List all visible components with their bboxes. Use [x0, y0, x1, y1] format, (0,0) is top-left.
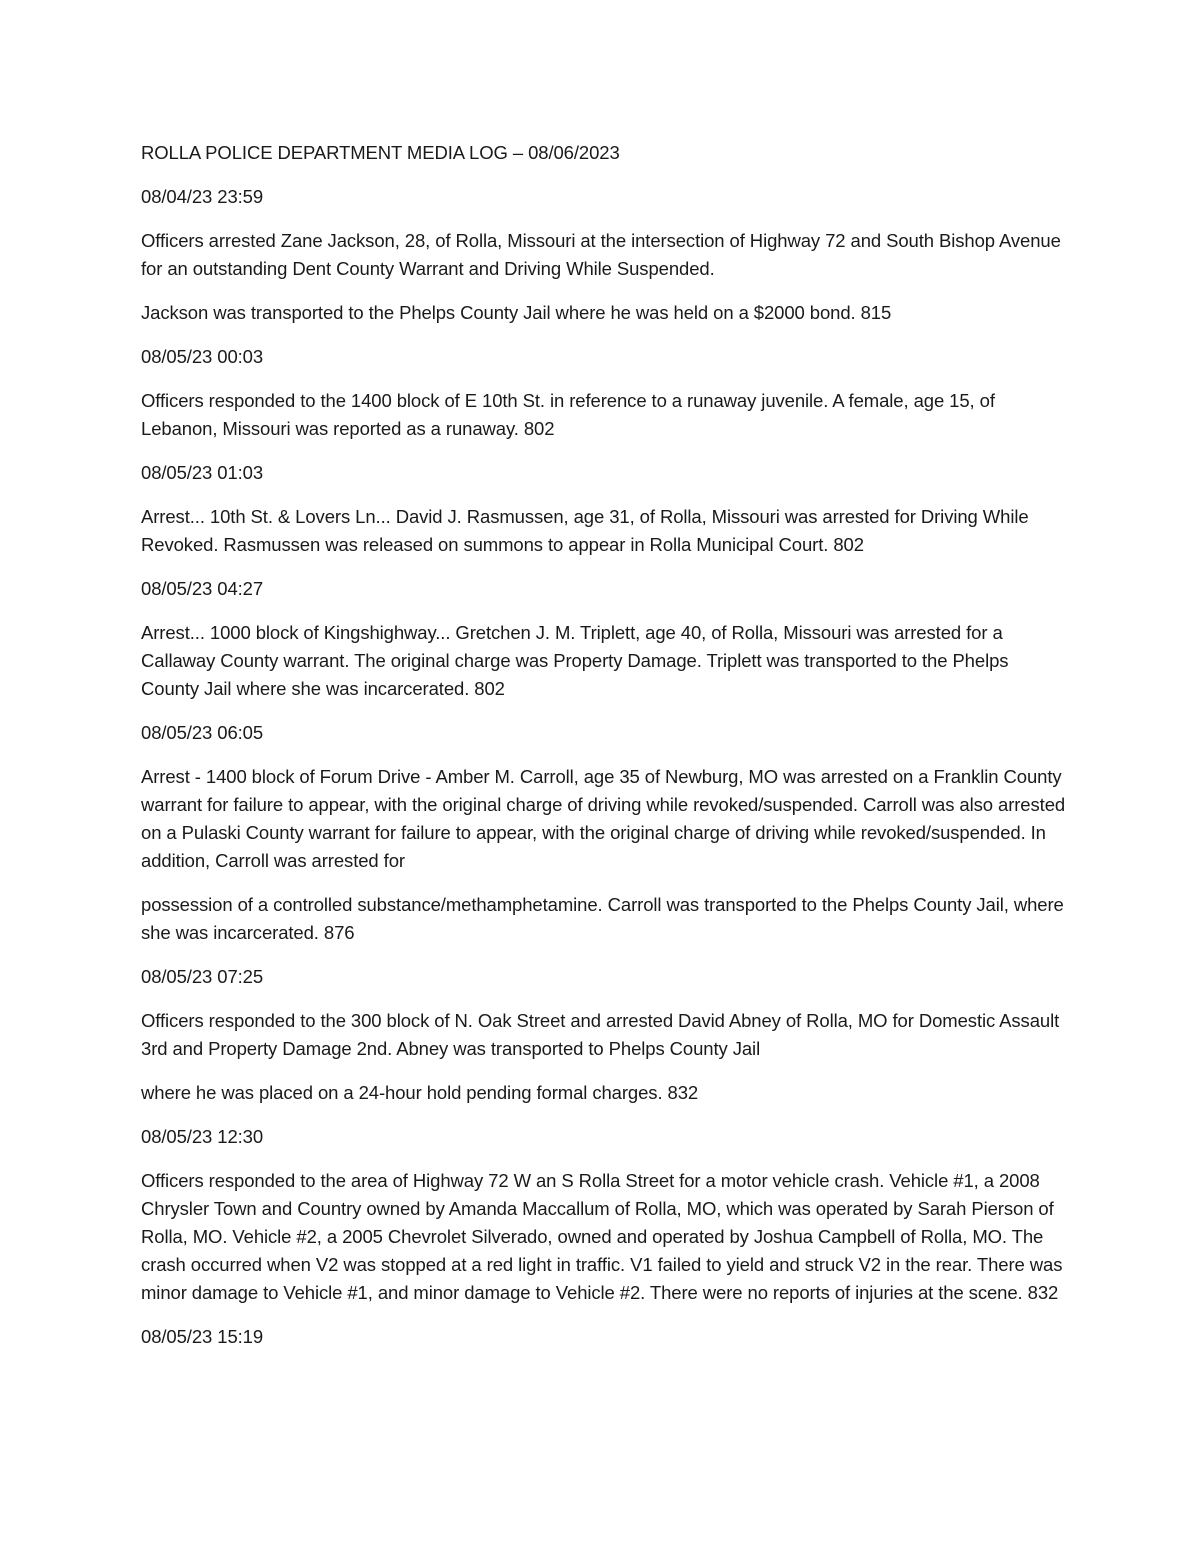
entry-text: Arrest... 10th St. & Lovers Ln... David J. Rasmussen, age 31, of Rolla, Missouri was arrested for Driving While Revoked. Rasmussen was released on summons to appear in Rolla Municipal Court. 802: [141, 506, 1029, 555]
log-entry: [141, 1323, 1071, 1351]
entry-timestamp: 08/04/23 23:59: [141, 186, 264, 207]
log-entry: [141, 183, 1071, 327]
entry-text: Officers arrested Zane Jackson, 28, of Rolla, Missouri at the intersection of Highway 72 and South Bishop Avenue for an outstanding Dent County Warrant and Driving While Suspended.: [141, 230, 1061, 279]
entry-text: Jackson was transported to the Phelps County Jail where he was held on a $2000 bond. 815: [141, 302, 892, 323]
entry-timestamp: 08/05/23 12:30: [141, 1126, 264, 1147]
log-entry: [141, 719, 1071, 947]
entry-timestamp: 08/05/23 06:05: [141, 722, 264, 743]
entry-text: Arrest... 1000 block of Kingshighway... Gretchen J. M. Triplett, age 40, of Rolla, Missouri was arrested for a Callaway County warrant. The original charge was Property Damage. Triplett was transported to the Phelps County Jail where she was incarcerated. 802: [141, 622, 1009, 699]
entry-text: where he was placed on a 24-hour hold pending formal charges. 832: [141, 1082, 699, 1103]
page-title: ROLLA POLICE DEPARTMENT MEDIA LOG – 08/06/2023: [141, 142, 620, 163]
entry-timestamp: 08/05/23 04:27: [141, 578, 264, 599]
log-entry: [141, 963, 1071, 1107]
entry-timestamp: 08/05/23 15:19: [141, 1326, 264, 1347]
entry-text: Arrest - 1400 block of Forum Drive - Amber M. Carroll, age 35 of Newburg, MO was arrested on a Franklin County warrant for failure to appear, with the original charge of driving while revoked/suspended. Carroll was also arrested on a Pulaski County warrant for failure to appear, with the original charge of driving while revoked/suspended. In addition, Carroll was arrested for: [141, 766, 1066, 871]
entry-timestamp: 08/05/23 01:03: [141, 462, 264, 483]
entry-text: Officers responded to the area of Highway 72 W an S Rolla Street for a motor vehicle crash. Vehicle #1, a 2008 Chrysler Town and Country owned by Amanda Maccallum of Rolla, MO, which was operated by Sarah Pierson of Rolla, MO. Vehicle #2, a 2005 Chevrolet Silverado, owned and operated by Joshua Campbell of Rolla, MO. The crash occurred when V2 was stopped at a red light in traffic. V1 failed to yield and struck V2 in the rear. There was minor damage to Vehicle #1, and minor damage to Vehicle #2. There were no reports of injuries at the scene. 832: [141, 1170, 1063, 1303]
entry-text: Officers responded to the 300 block of N. Oak Street and arrested David Abney of Rolla, MO for Domestic Assault 3rd and Property Damage 2nd. Abney was transported to Phelps County Jail: [141, 1010, 1060, 1059]
log-entry: [141, 343, 1071, 443]
entry-text: possession of a controlled substance/methamphetamine. Carroll was transported to the Phelps County Jail, where she was incarcerated. 876: [141, 894, 1064, 943]
log-entry: [141, 459, 1071, 559]
entry-timestamp: 08/05/23 00:03: [141, 346, 264, 367]
log-entry: [141, 575, 1071, 703]
entry-text: Officers responded to the 1400 block of E 10th St. in reference to a runaway juvenile. A female, age 15, of Lebanon, Missouri was reported as a runaway. 802: [141, 390, 995, 439]
log-entry: [141, 1123, 1071, 1307]
media-log-page: [141, 139, 1071, 1367]
entry-timestamp: 08/05/23 07:25: [141, 966, 264, 987]
